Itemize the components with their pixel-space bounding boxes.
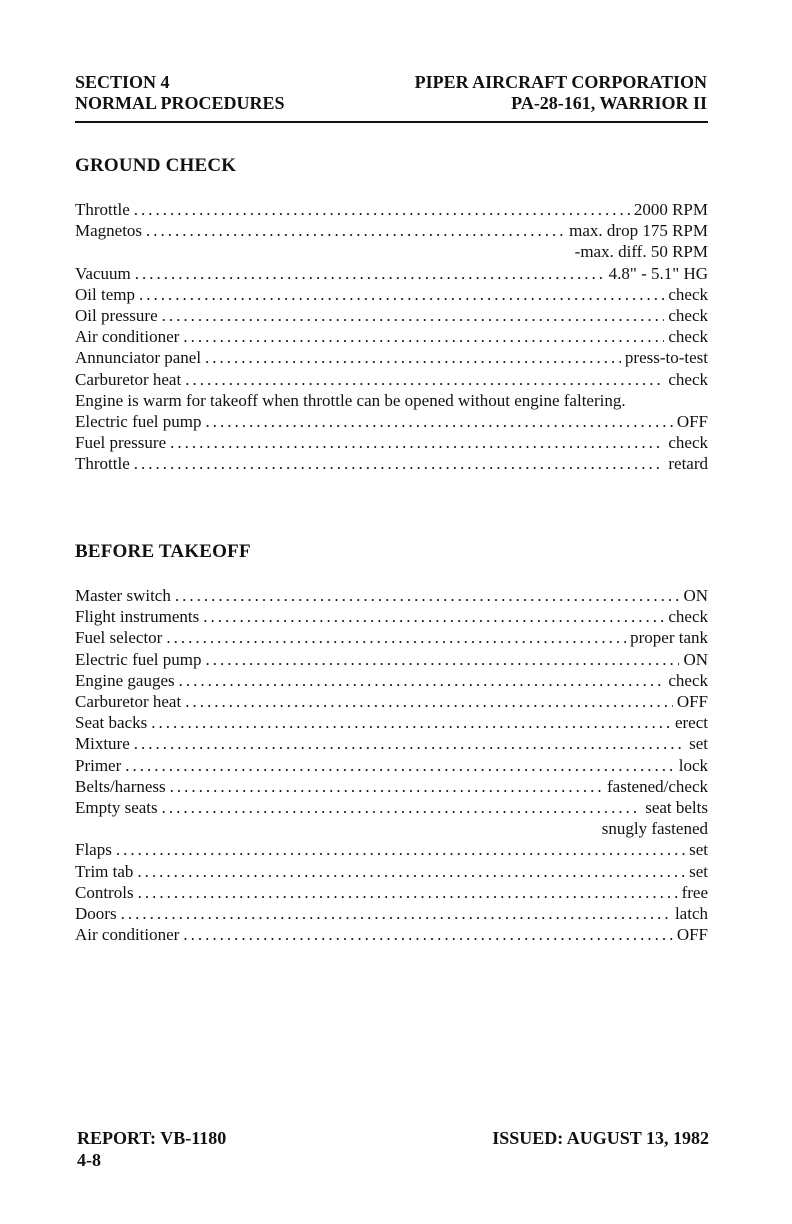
page-header <box>75 72 707 114</box>
aircraft-model: PA-28-161, WARRIOR II <box>511 93 707 113</box>
checklist-item <box>75 199 708 220</box>
leader-dots <box>162 797 642 818</box>
item-value: ON <box>683 586 708 605</box>
item-label: Electric fuel pump <box>75 412 202 432</box>
engine-warm-note: Engine is warm for takeoff when throttle can be opened without engine faltering. <box>75 390 626 410</box>
leader-dots <box>151 712 671 733</box>
leader-dots <box>206 411 673 432</box>
leader-dots <box>125 755 674 776</box>
checklist-item <box>75 882 708 903</box>
item-value: OFF <box>676 412 708 432</box>
item-value: check <box>668 369 708 389</box>
item-value: check <box>668 327 708 347</box>
item-label: Flaps <box>75 840 112 860</box>
item-value: seat belts <box>645 798 708 818</box>
checklist-item <box>75 776 708 797</box>
leader-dots <box>134 199 630 220</box>
checklist-item <box>75 411 708 432</box>
item-value: free <box>681 882 708 902</box>
leader-dots <box>134 733 685 754</box>
item-value: proper tank <box>630 628 708 648</box>
leader-dots <box>134 453 665 474</box>
leader-dots <box>121 903 671 924</box>
item-value: check <box>668 433 708 453</box>
item-value: check <box>668 306 708 326</box>
item-label: Seat backs <box>75 713 148 733</box>
checklist <box>75 199 708 475</box>
checklist-item <box>75 263 708 284</box>
item-label: Air conditioner <box>75 327 180 347</box>
item-value: set <box>689 734 708 754</box>
item-value: max. drop 175 RPM <box>569 221 708 241</box>
item-value: lock <box>678 755 708 775</box>
checklist-item <box>75 585 708 606</box>
item-label: Throttle <box>75 200 130 219</box>
item-label: Controls <box>75 882 134 902</box>
ground-check-section <box>75 155 708 475</box>
checklist-item <box>75 606 708 627</box>
section-label: SECTION 4 <box>75 72 170 92</box>
checklist-item <box>75 347 708 368</box>
checklist-item <box>75 453 708 474</box>
item-label: Vacuum <box>75 263 131 283</box>
checklist-item <box>75 369 708 390</box>
leader-dots <box>175 585 680 606</box>
checklist-item <box>75 755 708 776</box>
page-number: 4-8 <box>77 1150 101 1170</box>
leader-dots <box>183 326 664 347</box>
checklist-item <box>75 432 708 453</box>
checklist-item <box>75 305 708 326</box>
item-value: press-to-test <box>624 348 708 368</box>
item-label: Magnetos <box>75 221 143 241</box>
leader-dots <box>206 649 680 670</box>
checklist-item <box>75 712 708 733</box>
checklist-item <box>75 284 708 305</box>
checklist-item <box>75 220 708 241</box>
item-label: Fuel selector <box>75 628 163 648</box>
item-label: Engine gauges <box>75 670 175 690</box>
leader-dots <box>166 627 626 648</box>
item-value: fastened/check <box>607 776 708 796</box>
leader-dots <box>179 670 665 691</box>
checklist-item <box>75 903 708 924</box>
item-value: check <box>668 284 708 304</box>
leader-dots <box>137 861 685 882</box>
item-label: Flight instruments <box>75 607 200 627</box>
checklist-item <box>75 733 708 754</box>
item-value: set <box>689 840 708 860</box>
item-value: check <box>668 607 708 627</box>
section-title: GROUND CHECK <box>75 155 237 176</box>
item-value: retard <box>668 454 708 474</box>
leader-dots <box>185 691 673 712</box>
item-label: Air conditioner <box>75 925 180 945</box>
item-value: OFF <box>676 692 708 712</box>
leader-dots <box>116 839 685 860</box>
checklist-item <box>75 691 708 712</box>
item-value-continued: snugly fastened <box>601 819 708 839</box>
company-name: PIPER AIRCRAFT CORPORATION <box>414 72 707 92</box>
item-value: OFF <box>676 925 708 945</box>
checklist-item <box>75 326 708 347</box>
item-label: Empty seats <box>75 798 158 818</box>
item-label: Electric fuel pump <box>75 649 202 669</box>
section-subtitle: NORMAL PROCEDURES <box>75 93 285 113</box>
item-value: erect <box>674 713 708 733</box>
item-value-continued: -max. diff. 50 RPM <box>574 242 708 262</box>
item-label: Master switch <box>75 586 171 605</box>
checklist-item <box>75 839 708 860</box>
item-label: Mixture <box>75 734 130 754</box>
item-value: ON <box>683 649 708 669</box>
item-label: Trim tab <box>75 861 134 881</box>
page-footer <box>77 1127 709 1171</box>
checklist-item <box>75 670 708 691</box>
before-takeoff-section <box>75 541 708 945</box>
leader-dots <box>170 776 603 797</box>
item-value: set <box>689 861 708 881</box>
item-label: Throttle <box>75 454 130 474</box>
leader-dots <box>135 263 605 284</box>
checklist <box>75 585 708 945</box>
item-label: Carburetor heat <box>75 369 182 389</box>
item-value: 2000 RPM <box>633 200 708 219</box>
item-value: 4.8" - 5.1" HG <box>608 263 708 283</box>
item-label: Oil pressure <box>75 306 158 326</box>
item-value: check <box>668 670 708 690</box>
header-rule <box>75 121 708 123</box>
item-value: latch <box>674 904 708 924</box>
checklist-item <box>75 861 708 882</box>
section-title: BEFORE TAKEOFF <box>75 541 251 562</box>
leader-dots <box>139 284 664 305</box>
checklist-item <box>75 924 708 945</box>
leader-dots <box>205 347 621 368</box>
item-label: Belts/harness <box>75 776 166 796</box>
item-label: Oil temp <box>75 284 135 304</box>
leader-dots <box>203 606 664 627</box>
checklist-item <box>75 649 708 670</box>
checklist-item <box>75 797 708 818</box>
report-number: REPORT: VB-1180 <box>77 1128 227 1148</box>
leader-dots <box>183 924 672 945</box>
leader-dots <box>185 369 664 390</box>
item-label: Doors <box>75 904 117 924</box>
item-label: Fuel pressure <box>75 433 167 453</box>
checklist-item <box>75 627 708 648</box>
item-label: Carburetor heat <box>75 692 182 712</box>
issue-date: ISSUED: AUGUST 13, 1982 <box>492 1128 709 1148</box>
leader-dots <box>162 305 665 326</box>
item-label: Primer <box>75 755 122 775</box>
item-label: Annunciator panel <box>75 348 202 368</box>
leader-dots <box>138 882 678 903</box>
leader-dots <box>146 220 565 241</box>
leader-dots <box>170 432 664 453</box>
